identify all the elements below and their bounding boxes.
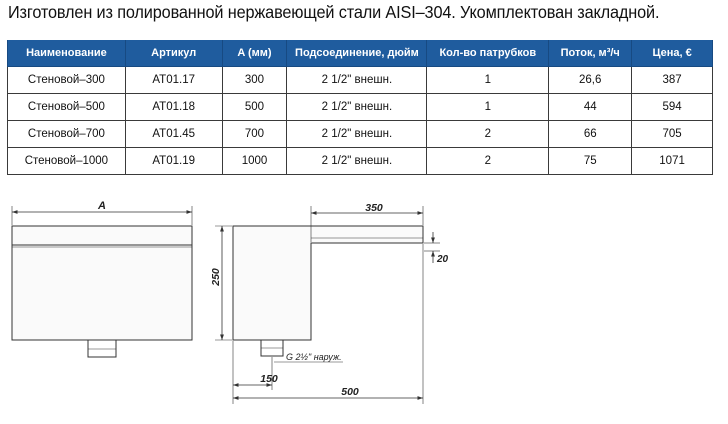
cell-name: Стеновой–1000: [8, 148, 126, 175]
column-header-name: Наименование: [8, 40, 126, 67]
dim-label-150: 150: [260, 373, 278, 385]
cell-article: АТ01.18: [125, 94, 222, 121]
front-outlet-pipe: [88, 340, 116, 357]
cell-size-a: 1000: [222, 148, 287, 175]
table-row: [8, 67, 713, 94]
cell-article: АТ01.45: [125, 121, 222, 148]
cell-flow: 75: [549, 148, 632, 175]
cell-connection: 2 1/2" внешн.: [287, 148, 427, 175]
cell-connection: 2 1/2" внешн.: [287, 94, 427, 121]
cell-flow: 66: [549, 121, 632, 148]
cell-outlets: 2: [427, 121, 549, 148]
cell-connection: 2 1/2" внешн.: [287, 67, 427, 94]
cell-flow: 44: [549, 94, 632, 121]
thread-label: G 2½" наруж.: [286, 352, 342, 362]
column-header-price: Цена, €: [632, 40, 713, 67]
specs-table: [7, 40, 713, 175]
cell-outlets: 1: [427, 94, 549, 121]
cell-name: Стеновой–700: [8, 121, 126, 148]
cell-size-a: 700: [222, 121, 287, 148]
dim-label-20: 20: [437, 254, 449, 265]
cell-price: 705: [632, 121, 713, 148]
dim-label-a: A: [98, 200, 106, 212]
cell-connection: 2 1/2" внешн.: [287, 121, 427, 148]
cell-outlets: 1: [427, 67, 549, 94]
column-header-outlets: Кол-во патрубков: [427, 40, 549, 67]
page-heading: Изготовлен из полированной нержавеющей стали AISI–304. Укомплектован закладной.: [8, 2, 660, 22]
cell-price: 1071: [632, 148, 713, 175]
cell-price: 594: [632, 94, 713, 121]
column-header-connection: Подсоединение, дюйм: [287, 40, 427, 67]
column-header-size-a: A (мм): [222, 40, 287, 67]
dim-label-350: 350: [365, 202, 383, 214]
front-body: [12, 226, 192, 340]
side-body-outline: [233, 226, 423, 340]
column-header-flow: Поток, м³/ч: [549, 40, 632, 67]
dim-label-500: 500: [341, 386, 359, 398]
table-row: [8, 94, 713, 121]
cell-price: 387: [632, 67, 713, 94]
cell-size-a: 500: [222, 94, 287, 121]
technical-drawing: [0, 190, 728, 420]
front-view: [12, 206, 192, 357]
dim-label-250: 250: [210, 268, 222, 286]
cell-flow: 26,6: [549, 67, 632, 94]
cell-article: АТ01.19: [125, 148, 222, 175]
cell-article: АТ01.17: [125, 67, 222, 94]
table-header-row: [8, 40, 713, 67]
cell-name: Стеновой–300: [8, 67, 126, 94]
cell-name: Стеновой–500: [8, 94, 126, 121]
side-view: [215, 206, 440, 404]
column-header-article: Артикул: [125, 40, 222, 67]
table-row: [8, 121, 713, 148]
table-row: [8, 148, 713, 175]
cell-outlets: 2: [427, 148, 549, 175]
cell-size-a: 300: [222, 67, 287, 94]
